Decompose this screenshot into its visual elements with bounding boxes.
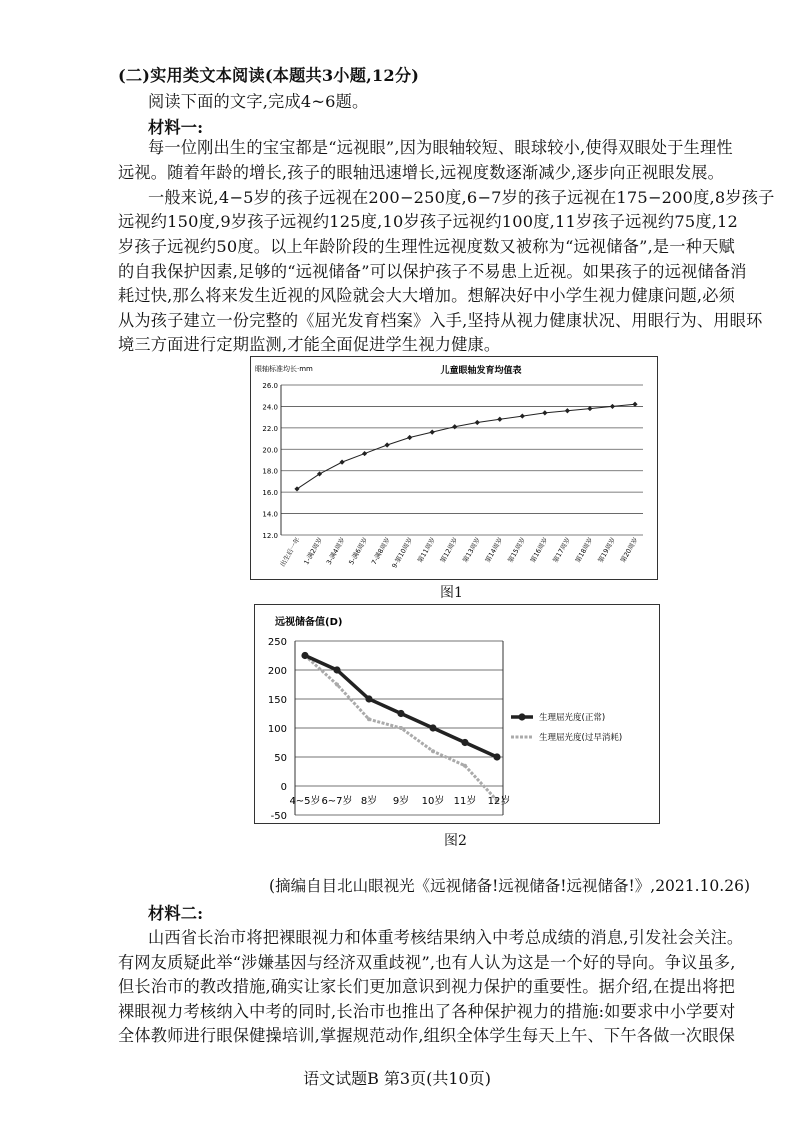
chart1-ylabel: 眼轴标准均长·mm [255, 365, 313, 373]
chart2-ytick-label: 50 [274, 753, 287, 764]
chart1-data-point [430, 430, 435, 435]
chart2-series-early-point [335, 683, 339, 687]
chart1-xtick-label: 第12周岁 [438, 536, 460, 565]
chart1-data-point [339, 460, 344, 465]
material1-line: 的自我保护因素,足够的“远视储备”可以保护孩子不易患上近视。如果孩子的远视储备消 [118, 262, 747, 281]
material2-line: 裸眼视力考核纳入中考的同时,长治市也推出了各种保护视力的措施:如要求中小学要对 [118, 1002, 736, 1021]
chart2-ytick-label: 200 [267, 666, 287, 677]
section-title: (二)实用类文本阅读(本题共3小题,12分) [118, 66, 420, 85]
chart2-ytick-label: 0 [280, 782, 287, 793]
material1-line: 耗过快,那么将来发生近视的风险就会大大增加。想解决好中小学生视力健康问题,必须 [118, 286, 736, 305]
chart1-xtick-label: 第15周岁 [506, 536, 528, 565]
chart2-legend-normal-marker [518, 713, 525, 720]
chart2-title: 远视储备值(D) [275, 617, 343, 628]
chart1-ytick-label: 26.0 [262, 382, 278, 390]
chart1-data-point [565, 408, 570, 413]
material1-label: 材料一: [148, 118, 204, 137]
chart2-ytick-label: 100 [267, 724, 287, 735]
material2-label: 材料二: [148, 904, 204, 923]
eye-axis-chart [251, 357, 657, 579]
chart1-xtick-label: 第16周岁 [528, 536, 550, 565]
chart2-legend-early-label: 生理屈光度(过早消耗) [539, 733, 623, 743]
material2-line: 但长治市的教改措施,确实让家长们更加意识到视力保护的重要性。据介绍,在提出将把 [118, 977, 736, 996]
chart2-legend-normal-label: 生理屈光度(正常) [539, 713, 606, 723]
hyperopia-reserve-chart [255, 605, 659, 823]
chart2-ytick-label: -50 [270, 811, 287, 822]
chart1-data-point [520, 413, 525, 418]
material1-line: 远视约150度,9岁孩子远视约125度,10岁孩子远视约100度,11岁孩子远视约75度,12 [118, 212, 739, 231]
chart1-ytick-label: 16.0 [262, 489, 278, 498]
chart1-ytick-label: 18.0 [262, 467, 278, 476]
chart1-ytick-label: 12.0 [262, 532, 278, 540]
material2-line: 有网友质疑此举“涉嫌基因与经济双重歧视”,也有人认为这是一个好的导向。争议虽多, [118, 953, 736, 972]
chart1-xtick-label: 9-第10周岁 [390, 536, 415, 570]
material1-line: 一般来说,4−5岁的孩子远视在200−250度,6−7岁的孩子远视在175−200度,8岁孩子 [148, 188, 775, 207]
source-citation: (摘编自目北山眼视光《远视储备!远视储备!远视储备!》,2021.10.26) [269, 877, 750, 895]
material1-line: 远视。随着年龄的增长,孩子的眼轴迅速增长,远视度数逐渐减少,逐步向正视眼发展。 [118, 163, 724, 182]
chart1-xtick-label: 第17周岁 [551, 536, 573, 565]
chart1-xtick-label: 3-满4周岁 [324, 536, 347, 567]
figure-1-caption: 图1 [440, 585, 463, 601]
chart2-xtick-label: 10岁 [421, 796, 445, 807]
chart2-series-normal-point [365, 695, 372, 702]
chart2-series-normal-point [461, 739, 468, 746]
chart2-xtick-label: 9岁 [392, 796, 410, 807]
chart1-xtick-label: 5-满6周岁 [347, 536, 370, 567]
chart2-series-early-point [431, 749, 435, 753]
chart1-title: 儿童眼轴发育均值表 [440, 366, 522, 376]
chart2-ytick-label: 250 [267, 637, 287, 648]
chart1-data-point [317, 471, 322, 476]
chart1-data-point [385, 442, 390, 447]
chart2-series-normal-point [493, 753, 500, 760]
chart2-xtick-label: 11岁 [453, 796, 477, 807]
chart1-ytick-label: 22.0 [262, 424, 278, 433]
chart2-series-normal-point [397, 710, 404, 717]
instruction: 阅读下面的文字,完成4~6题。 [148, 92, 369, 111]
chart2-series-early-point [399, 726, 403, 730]
chart1-xtick-label: 第13周岁 [461, 536, 482, 565]
chart1-xtick-label: 第11周岁 [416, 536, 437, 565]
chart1-ytick-label: 20.0 [262, 446, 278, 455]
chart1-data-point [362, 451, 367, 456]
chart1-data-point [452, 424, 457, 429]
chart1-data-point [294, 486, 299, 491]
chart1-xtick-label: 第20周岁 [618, 536, 640, 565]
chart1-data-point [475, 420, 480, 425]
chart1-data-point [542, 410, 547, 415]
chart1-ytick-label: 14.0 [262, 510, 278, 519]
chart1-xtick-label: 出生后一年 [278, 536, 302, 569]
chart1-ytick-label: 24.0 [262, 403, 278, 412]
chart1-xtick-label: 1-满2周岁 [302, 536, 325, 567]
chart1-xtick-label: 第19周岁 [596, 536, 618, 565]
chart1-series-line [297, 404, 635, 489]
material1-line: 每一位刚出生的宝宝都是“远视眼”,因为眼轴较短、眼球较小,使得双眼处于生理性 [148, 138, 733, 157]
chart2-xtick-label: 12岁 [487, 796, 511, 807]
chart2-series-early-point [367, 717, 371, 721]
material2-line: 山西省长治市将把裸眼视力和体重考核结果纳入中考总成绩的消息,引发社会关注。 [148, 928, 744, 947]
chart2-xtick-label: 8岁 [360, 796, 378, 807]
figure-1 [250, 356, 658, 580]
chart1-data-point [497, 417, 502, 422]
material1-line: 岁孩子远视约50度。以上年龄阶段的生理性远视度数又被称为“远视储备”,是一种天赋 [118, 237, 735, 256]
chart2-xtick-label: 6~7岁 [321, 796, 353, 807]
chart1-xtick-label: 7-满8周岁 [369, 536, 392, 567]
chart1-xtick-label: 第14周岁 [483, 536, 505, 565]
chart2-ytick-label: 150 [267, 695, 287, 706]
figure-2 [254, 604, 660, 824]
chart1-data-point [610, 404, 615, 409]
chart2-series-normal-point [429, 724, 436, 731]
figure-2-caption: 图2 [444, 833, 467, 849]
page-footer: 语文试题B 第3页(共10页) [303, 1069, 491, 1088]
chart1-xtick-label: 第18周岁 [573, 536, 595, 565]
material1-line: 从为孩子建立一份完整的《屈光发育档案》入手,坚持从视力健康状况、用眼行为、用眼环 [118, 311, 763, 330]
chart2-xtick-label: 4~5岁 [289, 796, 321, 807]
material2-line: 全体教师进行眼保健操培训,掌握规范动作,组织全体学生每天上午、下午各做一次眼保 [118, 1026, 736, 1045]
chart1-data-point [407, 435, 412, 440]
chart2-series-normal-point [333, 666, 340, 673]
chart2-series-early-point [463, 764, 467, 768]
chart2-series-normal-point [301, 652, 308, 659]
material1-line: 境三方面进行定期监测,才能全面促进学生视力健康。 [118, 335, 501, 354]
